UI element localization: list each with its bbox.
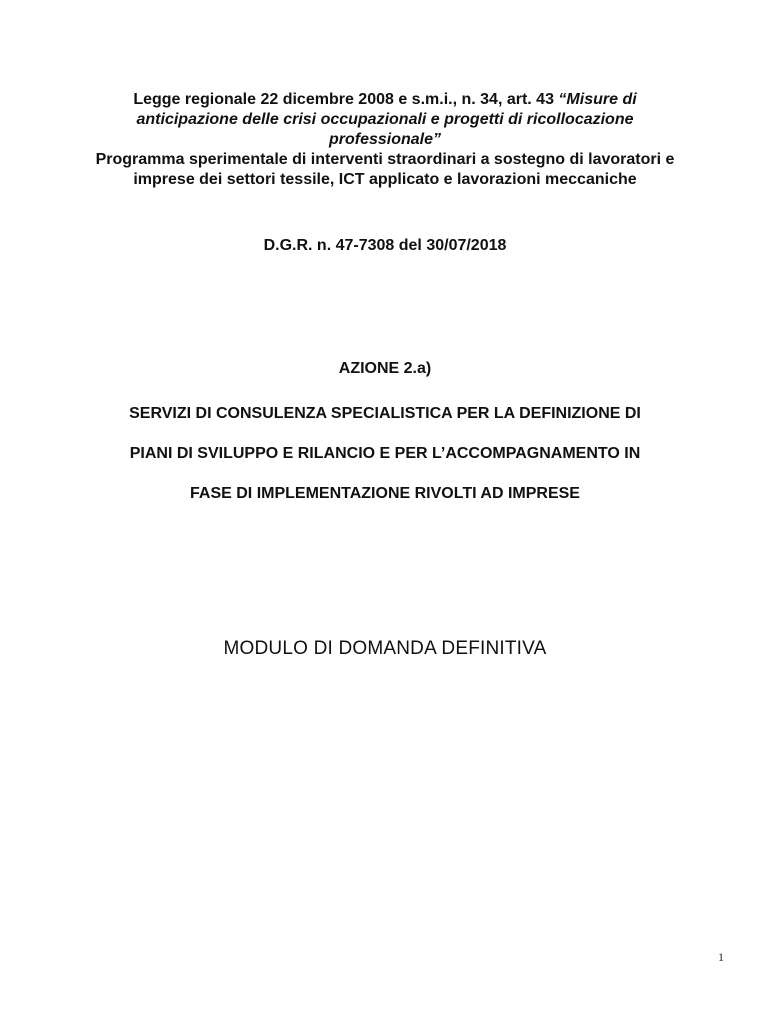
servizi-line: PIANI DI SVILUPPO E RILANCIO E PER L’ACCOMPAGNAMENTO IN (129, 445, 641, 462)
page-number: 1 (718, 950, 724, 964)
servizi-line: FASE DI IMPLEMENTAZIONE RIVOLTI AD IMPRESE (190, 485, 580, 502)
azione-heading: AZIONE 2.a) (338, 360, 432, 377)
programme-description: Programma sperimentale di interventi straordinari a sostegno di lavoratori e imprese dei settori tessile, ICT applicato e lavorazioni meccaniche (95, 151, 675, 188)
servizi-line: SERVIZI DI CONSULENZA SPECIALISTICA PER LA DEFINIZIONE DI (129, 405, 641, 422)
dgr-reference: D.G.R. n. 47-7308 del 30/07/2018 (263, 237, 507, 254)
law-reference-prefix: Legge regionale 22 dicembre 2008 e s.m.i., n. 34, art. 43 (133, 91, 559, 108)
servizi-heading (80, 404, 690, 524)
law-reference (92, 90, 678, 150)
document-header (92, 90, 678, 190)
form-title: MODULO DI DOMANDA DEFINITIVA (223, 638, 547, 659)
law-title: “Misure di anticipazione delle crisi occupazionali e progetti di ricollocazione professionale” (136, 91, 637, 148)
